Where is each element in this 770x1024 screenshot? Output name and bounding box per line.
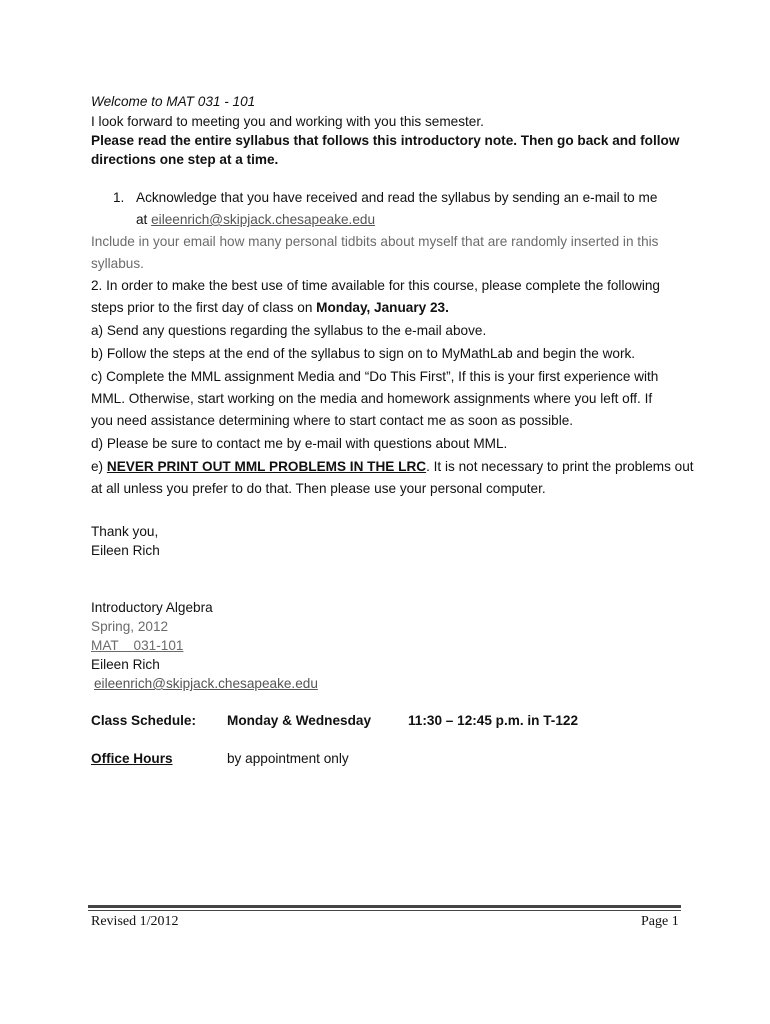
office-hours-value: by appointment only (227, 751, 349, 766)
step-c-line2: MML. Otherwise, start working on the media and homework assignments where you left off. If (91, 391, 653, 406)
office-hours-label: Office Hours (91, 751, 173, 766)
closing-name: Eileen Rich (91, 543, 160, 558)
step2-line1: 2. In order to make the best use of time available for this course, please complete the following (91, 278, 660, 293)
step2-prefix: steps prior to the first day of class on (91, 300, 317, 315)
tidbits-line1: Include in your email how many personal tidbits about myself that are randomly inserted in this (91, 234, 659, 249)
footer-rule-thin (88, 910, 681, 911)
footer-rule-thick (88, 905, 681, 908)
step1-number: 1. (113, 190, 125, 205)
course-email-link[interactable]: eileenrich@skipjack.chesapeake.edu (94, 676, 318, 691)
schedule-time: 11:30 – 12:45 p.m. in T-122 (408, 713, 579, 728)
tidbits-line2: syllabus. (91, 256, 144, 271)
course-title: Introductory Algebra (91, 600, 213, 615)
schedule-label: Class Schedule: (91, 713, 197, 728)
intro-forward: I look forward to meeting you and working with you this semester. (91, 114, 484, 129)
step1-at: at (136, 212, 152, 227)
closing-thanks: Thank you, (91, 524, 159, 539)
step-e-warning: NEVER PRINT OUT MML PROBLEMS IN THE LRC (106, 459, 427, 474)
intro-instruction-line2: directions one step at a time. (91, 152, 279, 167)
step-b: b) Follow the steps at the end of the syllabus to sign on to MyMathLab and begin the work. (91, 346, 636, 361)
step1-line2 (136, 212, 375, 227)
footer-page-number: Page 1 (641, 914, 679, 929)
schedule-days: Monday & Wednesday (227, 713, 372, 728)
welcome-heading: Welcome to MAT 031 - 101 (91, 94, 256, 109)
step-e-prefix: e) (91, 459, 107, 474)
course-section: MAT 031-101 (91, 638, 184, 653)
step2-line2 (91, 300, 449, 315)
footer-revised: Revised 1/2012 (91, 914, 179, 929)
course-term: Spring, 2012 (91, 619, 169, 634)
step-a: a) Send any questions regarding the syllabus to the e-mail above. (91, 323, 487, 338)
step-e-line1 (91, 459, 694, 474)
step-e-rest: . It is not necessary to print the problems out (426, 459, 694, 474)
course-instructor: Eileen Rich (91, 657, 160, 672)
step1-line1: Acknowledge that you have received and read the syllabus by sending an e-mail to me (136, 190, 658, 205)
step-c-line1: c) Complete the MML assignment Media and “Do This First”, If this is your first experience with (91, 369, 659, 384)
step2-date: Monday, January 23. (316, 300, 449, 315)
step-c-line3: you need assistance determining where to start contact me as soon as possible. (91, 413, 574, 428)
intro-instruction-line1: Please read the entire syllabus that follows this introductory note. Then go back and follow (91, 133, 680, 148)
step-e-line2: at all unless you prefer to do that. Then please use your personal computer. (91, 481, 546, 496)
instructor-email-link[interactable]: eileenrich@skipjack.chesapeake.edu (151, 212, 376, 227)
step-d: d) Please be sure to contact me by e-mail with questions about MML. (91, 436, 508, 451)
